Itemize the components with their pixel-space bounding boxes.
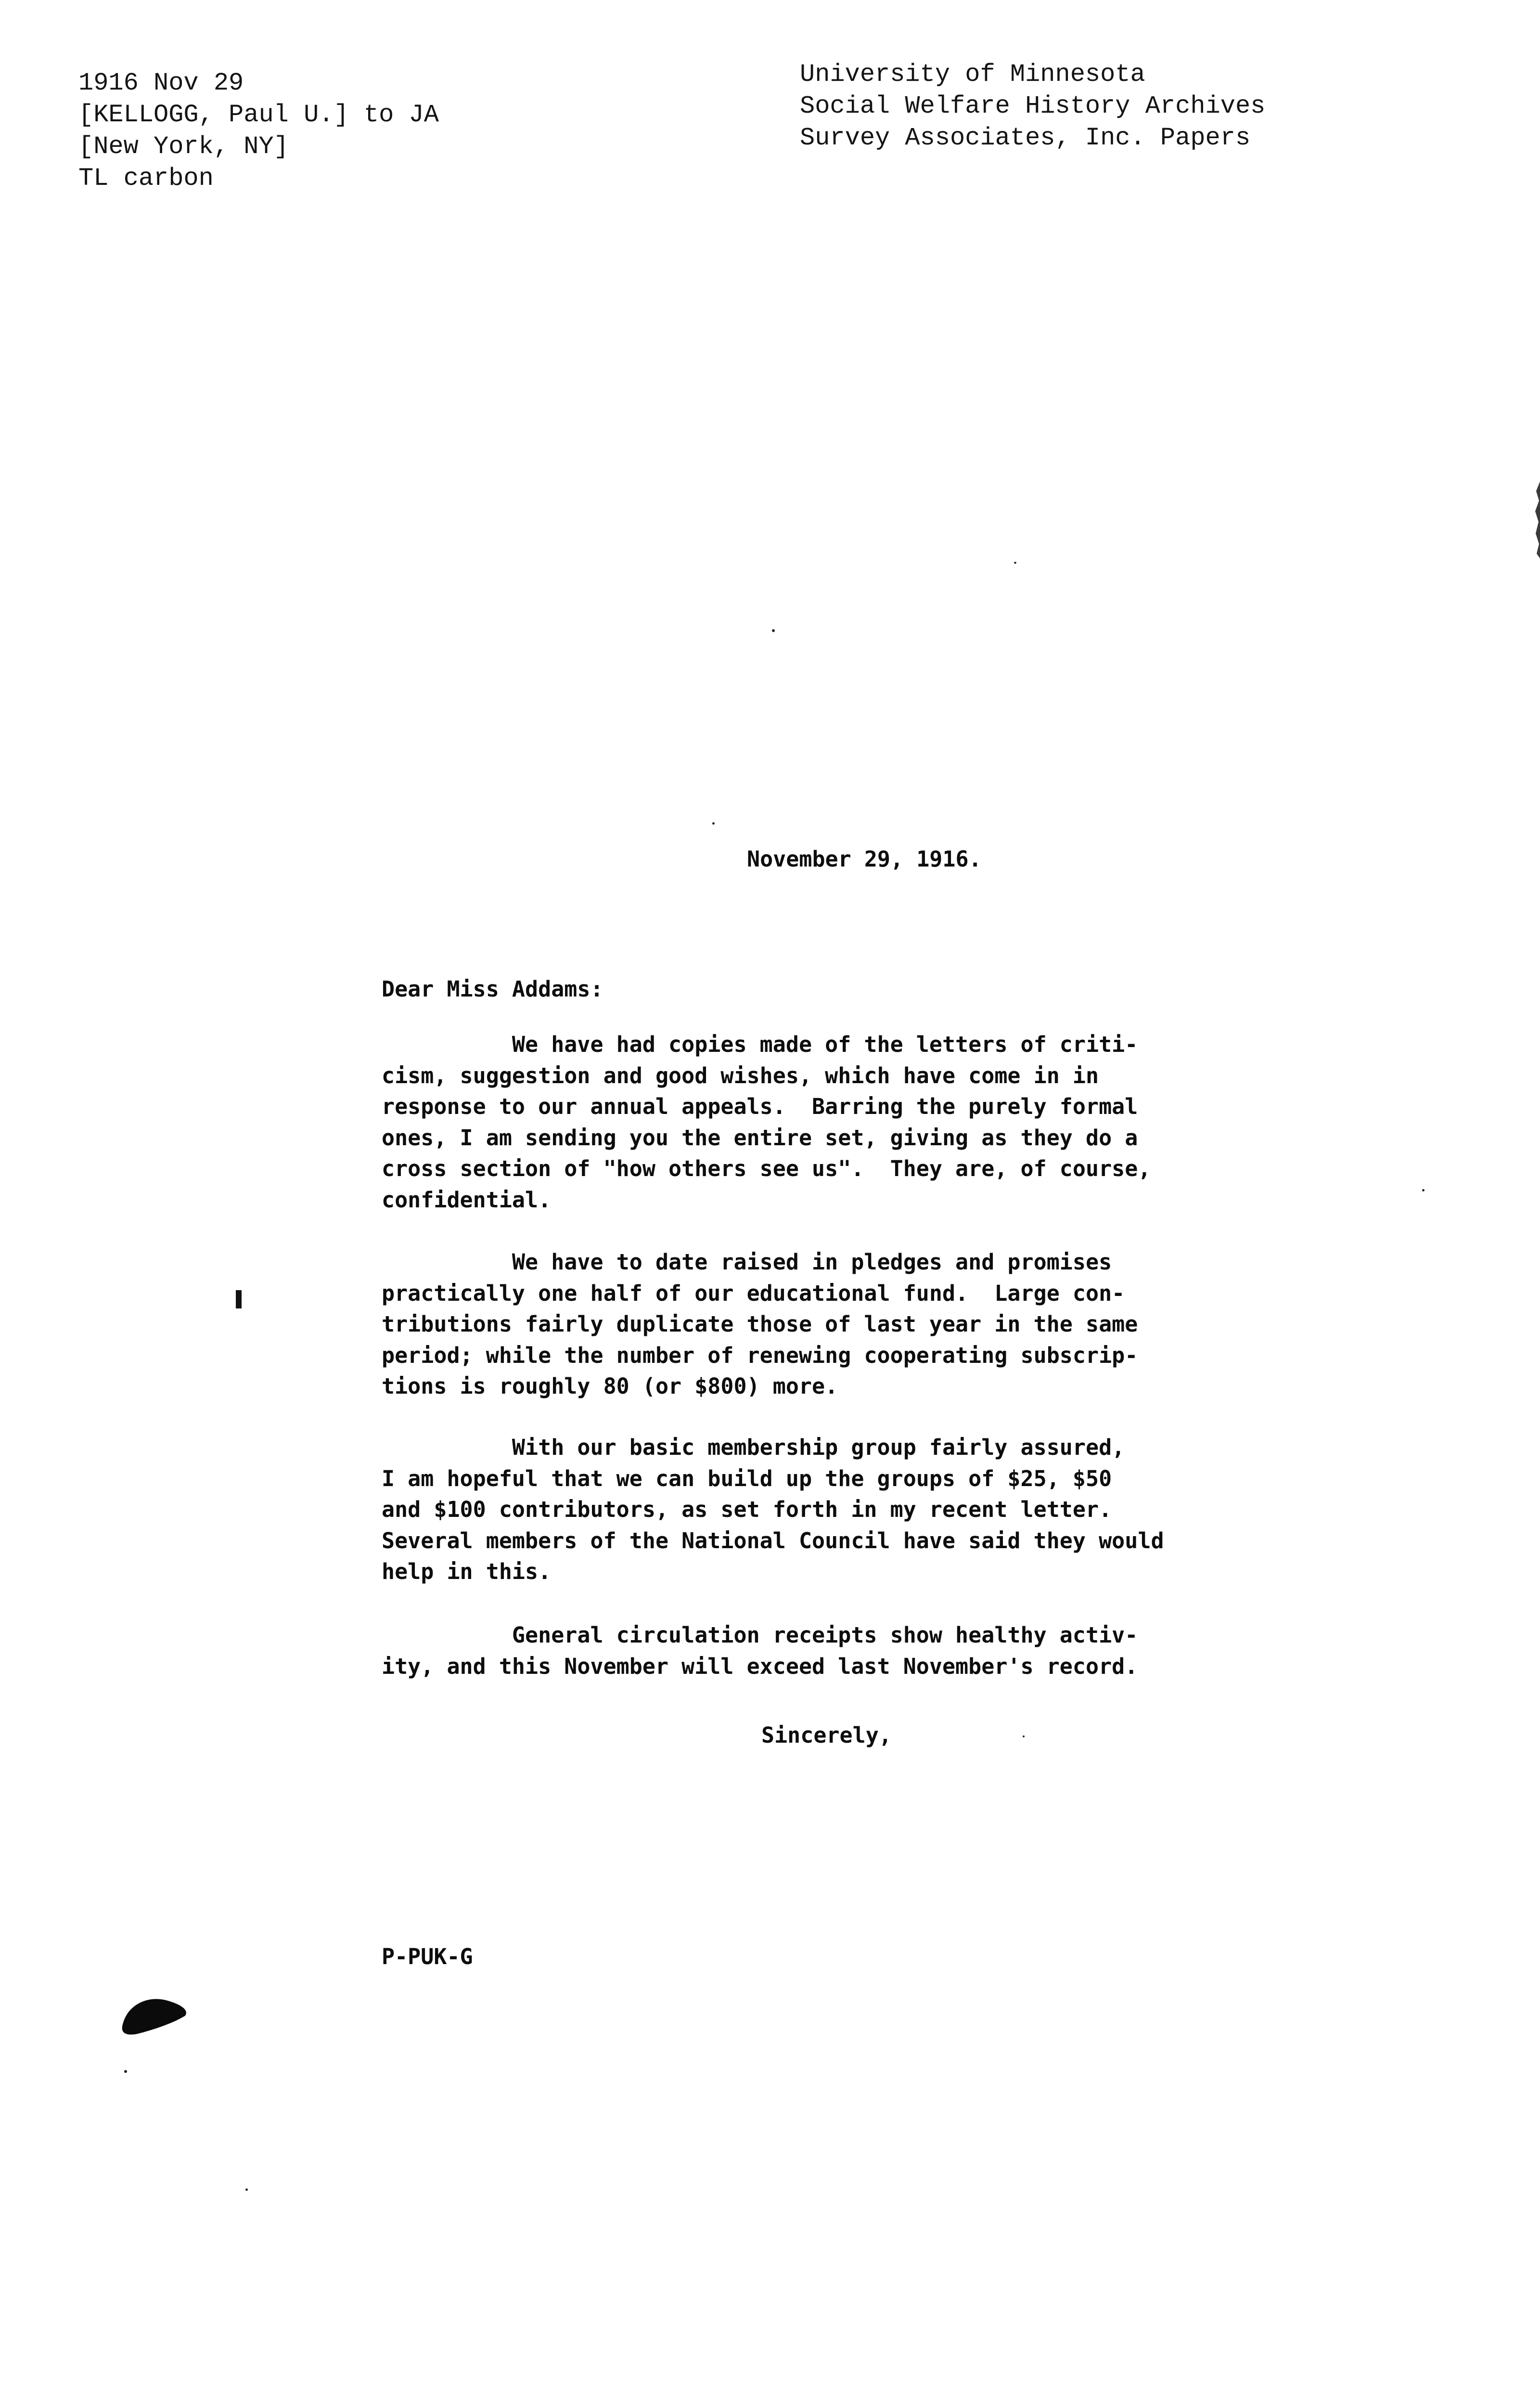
- citation-type: TL carbon: [78, 164, 214, 193]
- scan-edge-mark: [1533, 481, 1540, 558]
- letter-paragraph-3: [382, 1432, 1277, 1588]
- paragraph-line: We have to date raised in pledges and promises: [382, 1249, 1112, 1275]
- paper-speck: [772, 629, 775, 632]
- letter-closing: Sincerely,: [761, 1722, 892, 1748]
- margin-mark: [236, 1290, 242, 1308]
- paragraph-line: We have had copies made of the letters of criti-: [382, 1032, 1138, 1057]
- source-archive: Social Welfare History Archives: [800, 92, 1266, 120]
- paper-speck: [1422, 1189, 1424, 1191]
- paragraph-line: Several members of the National Council have said they would: [382, 1527, 1164, 1553]
- paragraph-line: With our basic membership group fairly assured,: [382, 1435, 1125, 1460]
- paragraph-line: confidential.: [382, 1187, 552, 1213]
- letter-date: November 29, 1916.: [747, 846, 982, 872]
- paper-speck: [1014, 562, 1016, 564]
- archive-source-block: [800, 59, 1265, 154]
- paragraph-line: help in this.: [382, 1559, 552, 1584]
- citation-place: [New York, NY]: [78, 132, 289, 161]
- paragraph-line: General circulation receipts show healthy activ-: [382, 1622, 1138, 1648]
- letter-paragraph-4: [382, 1620, 1277, 1682]
- paragraph-line: cism, suggestion and good wishes, which have come in in: [382, 1062, 1099, 1088]
- paragraph-line: and $100 contributors, as set forth in my recent letter.: [382, 1497, 1112, 1522]
- source-university: University of Minnesota: [800, 60, 1145, 89]
- citation-date: 1916 Nov 29: [78, 69, 244, 97]
- citation-correspondents: [KELLOGG, Paul U.] to JA: [78, 101, 439, 129]
- paragraph-line: I am hopeful that we can build up the groups of $25, $50: [382, 1465, 1112, 1491]
- typist-initials: P-PUK-G: [382, 1944, 473, 1969]
- source-collection: Survey Associates, Inc. Papers: [800, 124, 1251, 152]
- paper-speck: [712, 822, 715, 825]
- paper-speck: [124, 2070, 127, 2073]
- letter-paragraph-1: [382, 1029, 1277, 1216]
- paragraph-line: practically one half of our educational fund. Large con-: [382, 1280, 1125, 1306]
- paragraph-line: tions is roughly 80 (or $800) more.: [382, 1373, 838, 1399]
- paragraph-line: ones, I am sending you the entire set, giving as they do a: [382, 1125, 1138, 1151]
- ink-blot: [118, 1986, 190, 2039]
- paper-speck: [1023, 1735, 1025, 1737]
- paragraph-line: cross section of "how others see us". They are, of course,: [382, 1156, 1151, 1181]
- paragraph-line: tributions fairly duplicate those of last year in the same: [382, 1311, 1138, 1337]
- paper-speck: [245, 2188, 248, 2191]
- paragraph-line: ity, and this November will exceed last November's record.: [382, 1653, 1138, 1679]
- letter-salutation: Dear Miss Addams:: [382, 976, 603, 1002]
- paragraph-line: period; while the number of renewing cooperating subscrip-: [382, 1342, 1138, 1368]
- paragraph-line: response to our annual appeals. Barring the purely formal: [382, 1094, 1138, 1119]
- letter-paragraph-2: [382, 1247, 1277, 1402]
- archive-citation-block: [78, 67, 439, 194]
